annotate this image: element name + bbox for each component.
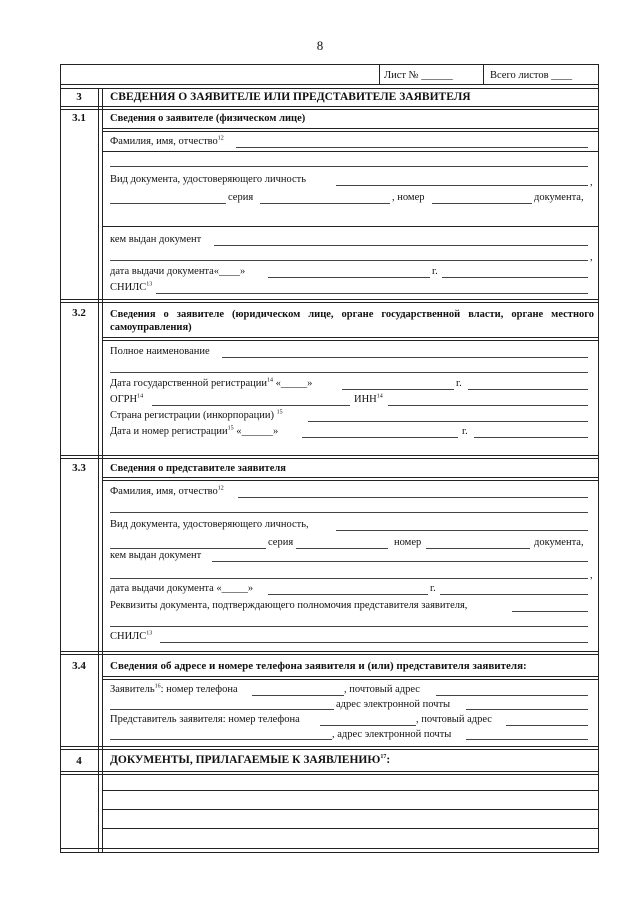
rep-issued-by-field[interactable] [212, 561, 588, 562]
rep-email-label: , адрес электронной почты [332, 729, 452, 740]
issued-by-field[interactable] [214, 245, 588, 246]
rep-number-label: номер [394, 537, 422, 548]
fio-field-2[interactable] [110, 166, 588, 167]
divider [102, 226, 599, 227]
issued-by-label: кем выдан документ [110, 234, 202, 245]
rep-issued-by-field-2[interactable] [110, 578, 588, 579]
full-name-field[interactable] [222, 357, 588, 358]
divider [60, 771, 599, 772]
attachment-line[interactable] [102, 828, 599, 829]
divider [60, 106, 599, 107]
id-doc-label: Вид документа, удостоверяющего личность [110, 174, 307, 185]
issue-date-label: дата выдачи документа«____» [110, 266, 246, 277]
rep-postal-field-2[interactable] [110, 739, 332, 740]
postal-field[interactable] [436, 695, 588, 696]
applicant-phone-label: Заявитель$^{16}$: номер телефона [110, 683, 238, 695]
inn-field[interactable] [388, 405, 588, 406]
divider [60, 455, 599, 456]
snils-field[interactable] [156, 293, 588, 294]
blank-field[interactable] [110, 203, 226, 204]
divider [60, 651, 599, 652]
rep-email-field[interactable] [466, 739, 588, 740]
section-3-4-number: 3.4 [72, 660, 86, 672]
section-3-2-title: Сведения о заявителе (юридическом лице, органе государственной власти, органе местного самоуправления) [110, 309, 594, 333]
section-4-number: 4 [76, 755, 82, 767]
postal-field-2[interactable] [110, 709, 334, 710]
header-divider-2 [60, 88, 599, 89]
year-label: г. [456, 378, 462, 389]
reg-no-year-field[interactable] [474, 437, 588, 438]
ogrn-field[interactable] [152, 405, 350, 406]
divider [60, 302, 599, 303]
id-doc-field[interactable] [336, 185, 588, 186]
rep-fio-label: Фамилия, имя, отчество$^{12}$ [110, 485, 224, 497]
divider [102, 151, 599, 152]
sheet-divider [379, 64, 380, 84]
section-3-title: СВЕДЕНИЯ О ЗАЯВИТЕЛЕ ИЛИ ПРЕДСТАВИТЕЛЕ ЗАЯВИТЕЛЯ [110, 91, 471, 103]
header-divider [60, 84, 599, 85]
rep-issue-date-label: дата выдачи документа «_____» [110, 583, 254, 594]
comma: , [590, 177, 593, 188]
section-3-1-number: 3.1 [72, 112, 86, 124]
inn-label: ИНН$^{14}$ [354, 393, 383, 405]
rep-fio-field-2[interactable] [110, 512, 588, 513]
country-field[interactable] [308, 421, 588, 422]
section-3-2-number: 3.2 [72, 307, 86, 319]
reg-date-label: Дата государственной регистрации$^{14}$ «_____» [110, 377, 313, 389]
total-sheets-label: Всего листов ____ [490, 70, 573, 81]
divider [102, 480, 599, 481]
applicant-phone-field[interactable] [252, 695, 344, 696]
rep-series-field[interactable] [296, 548, 388, 549]
rep-phone-field[interactable] [320, 725, 416, 726]
section-3-3-title: Сведения о представителе заявителя [110, 463, 286, 474]
snils-label: СНИЛС$^{13}$ [110, 281, 153, 293]
year-label: г. [432, 266, 438, 277]
divider [102, 128, 599, 129]
rep-issued-by-label: кем выдан документ [110, 550, 202, 561]
issue-date-field[interactable] [268, 277, 430, 278]
authority-field-2[interactable] [110, 626, 588, 627]
rep-id-doc-field[interactable] [336, 530, 588, 531]
year-field[interactable] [442, 277, 588, 278]
divider [102, 679, 599, 680]
reg-date-field[interactable] [342, 389, 454, 390]
inner-column-divider [102, 88, 103, 852]
authority-label: Реквизиты документа, подтверждающего полномочия представителя заявителя, [110, 600, 468, 611]
number-field[interactable] [432, 203, 532, 204]
series-field[interactable] [260, 203, 390, 204]
rep-fio-field[interactable] [238, 497, 588, 498]
rep-number-field[interactable] [426, 548, 530, 549]
rep-id-doc-label: Вид документа, удостоверяющего личность, [110, 519, 309, 530]
rep-phone-label: Представитель заявителя: номер телефона [110, 714, 300, 725]
series-label: серия [228, 192, 254, 203]
full-name-label: Полное наименование [110, 346, 210, 357]
reg-no-label: Дата и номер регистрации$^{15}$ «______» [110, 425, 279, 437]
divider [102, 340, 599, 341]
year-label: г. [430, 583, 436, 594]
divider [102, 131, 599, 132]
fio-field[interactable] [236, 147, 588, 148]
divider [60, 848, 599, 849]
number-label: , номер [392, 192, 425, 203]
attachment-line[interactable] [102, 809, 599, 810]
sheet-number-label: Лист № ______ [384, 70, 453, 81]
reg-year-field[interactable] [468, 389, 588, 390]
divider [60, 746, 599, 747]
divider [60, 299, 599, 300]
divider [60, 109, 599, 110]
rep-snils-label: СНИЛС$^{13}$ [110, 630, 153, 642]
section-3-number: 3 [76, 91, 82, 103]
section-3-1-title: Сведения о заявителе (физическом лице) [110, 113, 306, 124]
divider [60, 654, 599, 655]
divider [102, 337, 599, 338]
email-field[interactable] [466, 709, 588, 710]
rep-snils-field[interactable] [160, 642, 588, 643]
authority-field[interactable] [512, 611, 588, 612]
rep-series-label: серия [268, 537, 294, 548]
postal-label: , почтовый адрес [344, 684, 420, 695]
divider [60, 749, 599, 750]
divider [60, 774, 599, 775]
ogrn-label: ОГРН$^{14}$ [110, 393, 144, 405]
email-label: адрес электронной почты [336, 699, 451, 710]
total-divider [483, 64, 484, 84]
issued-by-field-2[interactable] [110, 260, 588, 261]
comma: , [590, 252, 593, 263]
full-name-field-2[interactable] [110, 372, 588, 373]
comma: , [590, 570, 593, 581]
divider [102, 676, 599, 677]
divider [102, 477, 599, 478]
divider [60, 458, 599, 459]
rep-postal-field[interactable] [506, 725, 588, 726]
attachment-line[interactable] [102, 790, 599, 791]
fio-label: Фамилия, имя, отчество$^{12}$ [110, 135, 224, 147]
section-4-title: ДОКУМЕНТЫ, ПРИЛАГАЕМЫЕ К ЗАЯВЛЕНИЮ$^{17}$: [110, 754, 391, 766]
year-label: г. [462, 426, 468, 437]
country-label: Страна регистрации (инкорпорации) $^{15}$ [110, 409, 283, 421]
reg-no-field[interactable] [302, 437, 458, 438]
number-column-divider [98, 88, 99, 852]
section-3-3-number: 3.3 [72, 462, 86, 474]
page-number: 8 [316, 38, 324, 53]
rep-postal-label: , почтовый адрес [416, 714, 492, 725]
document-suffix: документа, [534, 192, 584, 203]
section-3-4-title: Сведения об адресе и номере телефона заявителя и (или) представителя заявителя: [110, 660, 527, 672]
rep-year-field[interactable] [440, 594, 588, 595]
rep-issue-date-field[interactable] [268, 594, 428, 595]
rep-document-suffix: документа, [534, 537, 584, 548]
